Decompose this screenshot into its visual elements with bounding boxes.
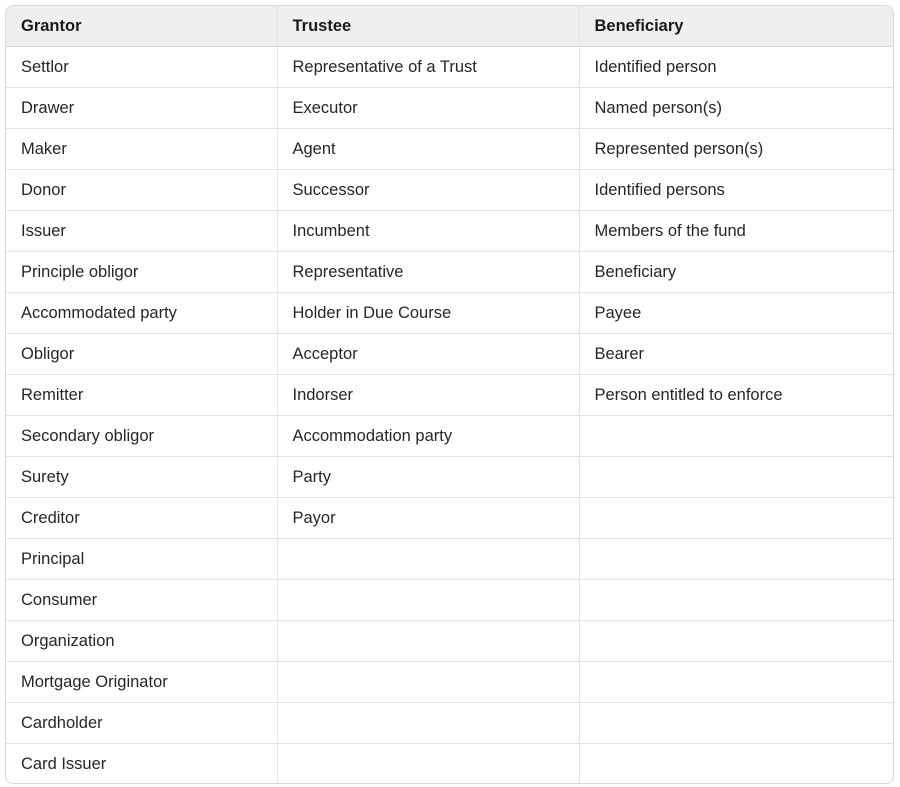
trustee-cell (277, 539, 579, 580)
trustee-cell: Executor (277, 88, 579, 129)
trustee-cell (277, 580, 579, 621)
trustee-cell: Agent (277, 129, 579, 170)
trustee-cell (277, 621, 579, 662)
grantor-cell: Issuer (6, 211, 277, 252)
grantor-cell: Organization (6, 621, 277, 662)
grantor-cell: Surety (6, 457, 277, 498)
grantor-cell: Principal (6, 539, 277, 580)
beneficiary-cell (579, 621, 893, 662)
header-trustee: Trustee (277, 6, 579, 47)
beneficiary-cell: Named person(s) (579, 88, 893, 129)
trustee-cell: Accommodation party (277, 416, 579, 457)
table-row (6, 252, 893, 293)
table-row (6, 129, 893, 170)
roles-table-container (5, 5, 894, 784)
grantor-cell: Consumer (6, 580, 277, 621)
beneficiary-cell: Members of the fund (579, 211, 893, 252)
beneficiary-cell (579, 457, 893, 498)
table-row (6, 293, 893, 334)
table-row (6, 621, 893, 662)
table-row (6, 457, 893, 498)
trustee-cell: Incumbent (277, 211, 579, 252)
table-row (6, 498, 893, 539)
table-header (6, 6, 893, 47)
table-row (6, 88, 893, 129)
trustee-cell: Acceptor (277, 334, 579, 375)
beneficiary-cell (579, 744, 893, 785)
grantor-cell: Secondary obligor (6, 416, 277, 457)
header-beneficiary: Beneficiary (579, 6, 893, 47)
table-body (6, 47, 893, 785)
beneficiary-cell: Person entitled to enforce (579, 375, 893, 416)
beneficiary-cell: Bearer (579, 334, 893, 375)
beneficiary-cell (579, 498, 893, 539)
beneficiary-cell: Represented person(s) (579, 129, 893, 170)
grantor-cell: Obligor (6, 334, 277, 375)
beneficiary-cell (579, 580, 893, 621)
grantor-cell: Cardholder (6, 703, 277, 744)
grantor-cell: Drawer (6, 88, 277, 129)
table-row (6, 662, 893, 703)
grantor-cell: Maker (6, 129, 277, 170)
header-row (6, 6, 893, 47)
roles-table (6, 6, 893, 784)
beneficiary-cell (579, 539, 893, 580)
grantor-cell: Principle obligor (6, 252, 277, 293)
trustee-cell: Representative of a Trust (277, 47, 579, 88)
trustee-cell: Representative (277, 252, 579, 293)
table-row (6, 539, 893, 580)
beneficiary-cell: Identified person (579, 47, 893, 88)
trustee-cell: Party (277, 457, 579, 498)
grantor-cell: Mortgage Originator (6, 662, 277, 703)
table-row (6, 170, 893, 211)
trustee-cell: Payor (277, 498, 579, 539)
grantor-cell: Settlor (6, 47, 277, 88)
trustee-cell (277, 703, 579, 744)
trustee-cell: Indorser (277, 375, 579, 416)
trustee-cell: Successor (277, 170, 579, 211)
grantor-cell: Creditor (6, 498, 277, 539)
table-row (6, 703, 893, 744)
grantor-cell: Accommodated party (6, 293, 277, 334)
trustee-cell (277, 662, 579, 703)
table-row (6, 580, 893, 621)
table-row (6, 47, 893, 88)
grantor-cell: Remitter (6, 375, 277, 416)
beneficiary-cell (579, 703, 893, 744)
beneficiary-cell (579, 662, 893, 703)
header-grantor: Grantor (6, 6, 277, 47)
beneficiary-cell: Beneficiary (579, 252, 893, 293)
trustee-cell: Holder in Due Course (277, 293, 579, 334)
table-row (6, 416, 893, 457)
beneficiary-cell (579, 416, 893, 457)
table-row (6, 334, 893, 375)
table-row (6, 744, 893, 785)
grantor-cell: Card Issuer (21, 754, 107, 773)
table-row (6, 375, 893, 416)
beneficiary-cell: Payee (579, 293, 893, 334)
trustee-cell (277, 744, 579, 785)
beneficiary-cell: Identified persons (579, 170, 893, 211)
table-row (6, 211, 893, 252)
grantor-cell: Donor (6, 170, 277, 211)
